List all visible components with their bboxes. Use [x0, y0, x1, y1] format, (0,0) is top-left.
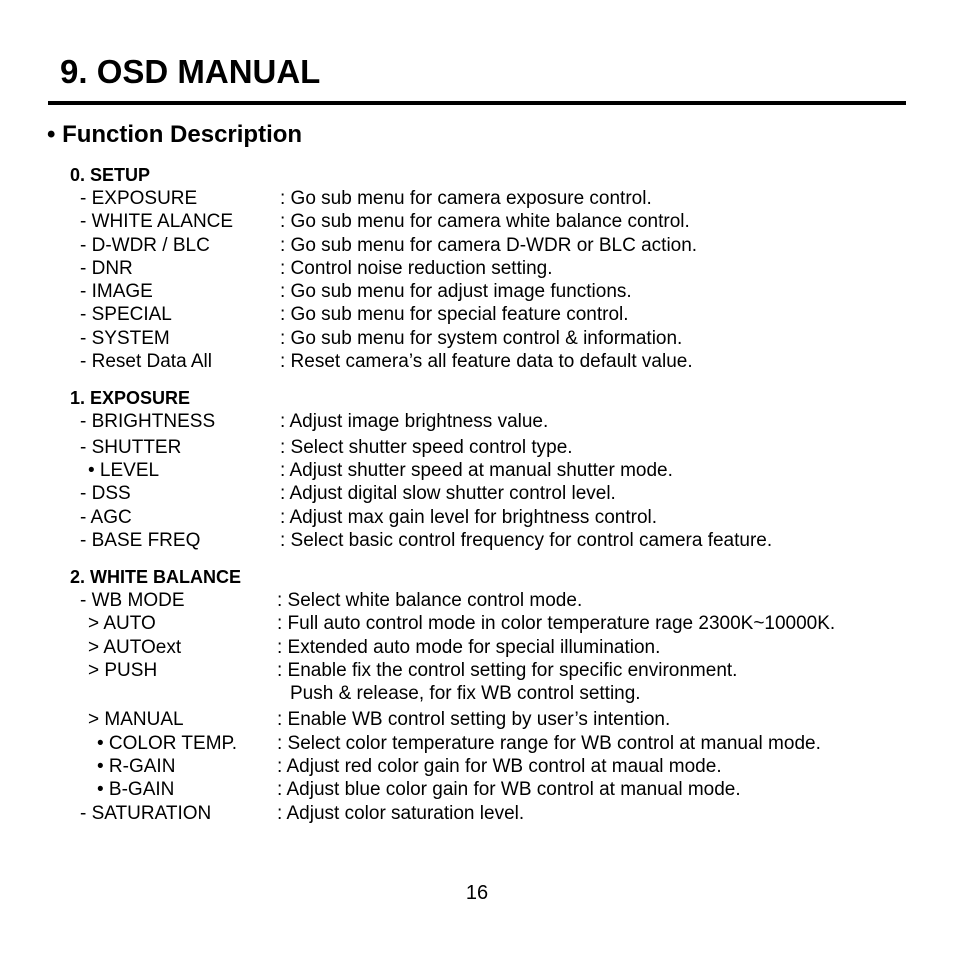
function-row [0, 708, 954, 731]
function-row [0, 187, 954, 210]
page-number: 16 [465, 882, 489, 904]
function-description: : Adjust color saturation level. [277, 803, 525, 824]
function-label: > PUSH [88, 660, 158, 681]
function-row [0, 482, 954, 505]
function-description: : Select white balance control mode. [277, 590, 583, 611]
function-label: > AUTO [88, 613, 156, 634]
function-label: - AGC [80, 507, 132, 528]
function-row [0, 659, 954, 682]
function-row [0, 682, 954, 705]
function-label: - DSS [80, 483, 131, 504]
function-label: > AUTOext [88, 637, 182, 658]
function-row [0, 802, 954, 825]
function-description: : Select basic control frequency for control camera feature. [280, 530, 773, 551]
function-description: : Select shutter speed control type. [280, 437, 573, 458]
function-row [0, 234, 954, 257]
function-label: - DNR [80, 258, 133, 279]
function-description: : Go sub menu for camera exposure control. [280, 188, 652, 209]
function-label: - SPECIAL [80, 304, 172, 325]
block-title: 2. WHITE BALANCE [70, 567, 241, 587]
function-description: : Select color temperature range for WB control at manual mode. [277, 733, 821, 754]
function-description: : Adjust blue color gain for WB control at manual mode. [277, 779, 741, 800]
function-description: : Adjust red color gain for WB control at maual mode. [277, 756, 722, 777]
function-row [0, 459, 954, 482]
function-description: : Go sub menu for camera D-WDR or BLC action. [280, 235, 698, 256]
block-title: 1. EXPOSURE [70, 388, 191, 408]
function-label: - WHITE ALANCE [80, 211, 234, 232]
function-row [0, 778, 954, 801]
function-label: - Reset Data All [80, 351, 212, 372]
section-heading: • Function Description [47, 121, 303, 148]
function-label: - BRIGHTNESS [80, 411, 216, 432]
function-row [0, 436, 954, 459]
function-row [0, 612, 954, 635]
function-row [0, 732, 954, 755]
function-row [0, 210, 954, 233]
function-description: : Enable WB control setting by user’s intention. [277, 709, 671, 730]
function-label: - D-WDR / BLC [80, 235, 210, 256]
page-title: 9. OSD MANUAL [60, 53, 321, 90]
function-description: Push & release, for fix WB control setting. [290, 683, 641, 704]
function-row [0, 506, 954, 529]
function-row [0, 350, 954, 373]
function-row [0, 257, 954, 280]
function-label: - SHUTTER [80, 437, 182, 458]
function-label: • B-GAIN [97, 779, 175, 800]
function-label: - IMAGE [80, 281, 153, 302]
function-row [0, 529, 954, 552]
function-label: • LEVEL [88, 460, 160, 481]
function-label: - SATURATION [80, 803, 212, 824]
function-description: : Full auto control mode in color temperature rage 2300K~10000K. [277, 613, 836, 634]
function-label: - EXPOSURE [80, 188, 198, 209]
function-row [0, 636, 954, 659]
function-label: • R-GAIN [97, 756, 176, 777]
function-row [0, 755, 954, 778]
function-description: : Enable fix the control setting for specific environment. [277, 660, 738, 681]
function-description: : Go sub menu for adjust image functions. [280, 281, 632, 302]
function-label: > MANUAL [88, 709, 184, 730]
function-description: : Adjust image brightness value. [280, 411, 549, 432]
function-description: : Adjust digital slow shutter control level. [280, 483, 616, 504]
function-label: • COLOR TEMP. [97, 733, 238, 754]
function-label: - WB MODE [80, 590, 185, 611]
block-title: 0. SETUP [70, 165, 151, 185]
function-description: : Control noise reduction setting. [280, 258, 553, 279]
function-description: : Adjust max gain level for brightness control. [280, 507, 658, 528]
function-description: : Go sub menu for special feature control. [280, 304, 629, 325]
function-row [0, 280, 954, 303]
function-description: : Go sub menu for system control & information. [280, 328, 683, 349]
function-row [0, 303, 954, 326]
function-row [0, 589, 954, 612]
function-description: : Adjust shutter speed at manual shutter mode. [280, 460, 673, 481]
function-label: - BASE FREQ [80, 530, 201, 551]
function-description: : Go sub menu for camera white balance control. [280, 211, 690, 232]
function-label: - SYSTEM [80, 328, 170, 349]
function-description: : Extended auto mode for special illumination. [277, 637, 661, 658]
function-row [0, 327, 954, 350]
function-row [0, 410, 954, 433]
function-description: : Reset camera’s all feature data to default value. [280, 351, 693, 372]
